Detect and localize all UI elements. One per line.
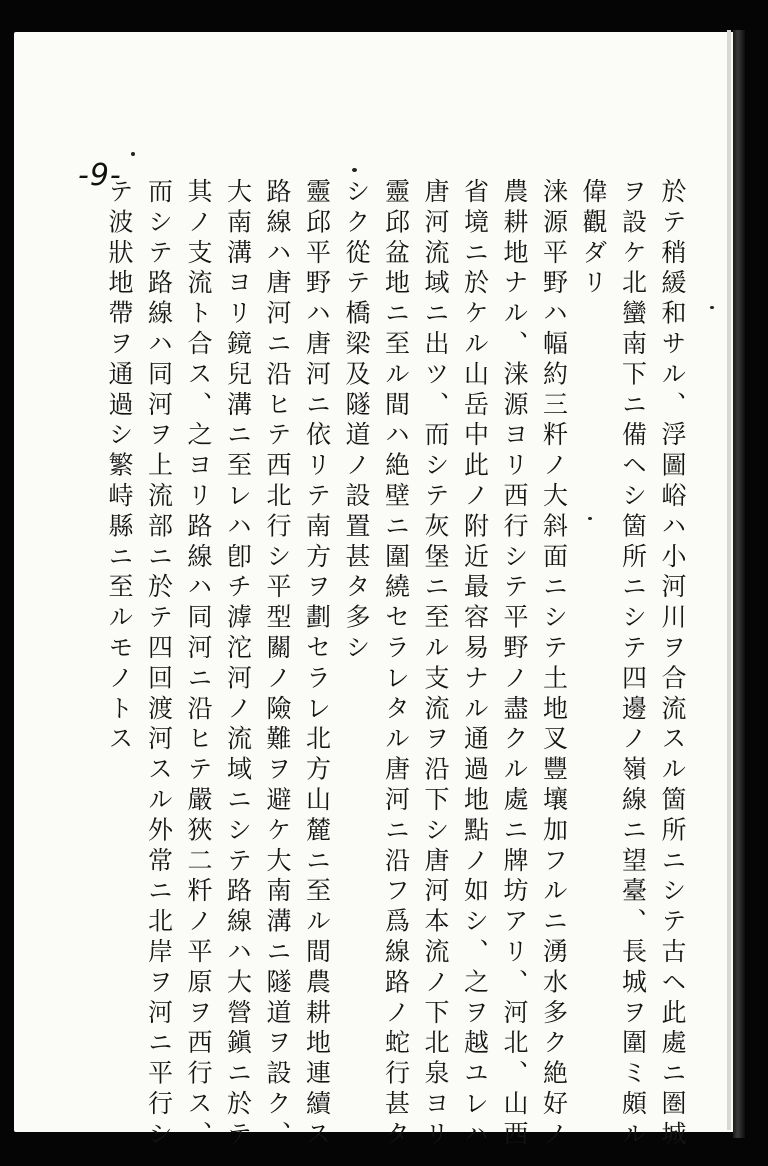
ink-speck	[131, 152, 135, 156]
ink-speck	[352, 168, 357, 172]
text-column: 靈邱盆地ニ至ル間ハ絶壁ニ圍繞セラレタル唐河ニ沿フ爲線路ノ蛇行甚タ	[381, 178, 411, 1151]
text-column: 大南溝ヨリ鏡兒溝ニ至レハ卽チ滹沱河ノ流域ニシテ路線ハ大營鎭ニ於テ	[223, 178, 253, 1151]
text-column: 省境ニ於ケル山岳中此ノ附近最容易ナル通過地點ノ如シ、之ヲ越ユレハ	[460, 178, 490, 1151]
text-column: 偉觀ダリ	[579, 178, 608, 300]
text-column: 而シテ路線ハ同河ヲ上流部ニ於テ四回渡河スル外常ニ北岸ヲ河ニ平行シ	[144, 178, 174, 1151]
text-column: 唐河流域ニ出ツ、而シテ灰堡ニ至ル支流ヲ沿下シ唐河本流ノ下北泉ヨリ	[421, 178, 450, 1151]
vertical-text-body	[100, 178, 693, 1151]
page-edge	[727, 30, 731, 1130]
ink-speck	[710, 306, 714, 309]
text-column: テ波狀地帶ヲ通過シ繁峙縣ニ至ルモノトス	[105, 178, 134, 756]
text-column: 農耕地ナル、涞源ヨリ西行シテ平野ノ盡クル處ニ牌坊アリ、河北、山西	[500, 178, 529, 1151]
text-column: ヲ設ケ北蠻南下ニ備ヘシ箇所ニシテ四邊ノ嶺線ニ望臺、長城ヲ圍ミ頗ル	[618, 178, 648, 1151]
text-column: 其ノ支流ト合ス、之ヨリ路線ハ同河ニ沿ヒテ嚴狹二粁ノ平原ヲ西行ス、	[184, 178, 213, 1151]
text-column: 靈邱平野ハ唐河ニ依リテ南方ヲ劃セラレ北方山麓ニ至ル間農耕地連續ス	[302, 178, 332, 1151]
book-spine-shadow	[733, 30, 745, 1138]
text-column: 於テ稍緩和サル、浮圖峪ハ小河川ヲ合流スル箇所ニシテ古ヘ此處ニ圏城	[658, 178, 687, 1151]
text-column: 路線ハ唐河ニ沿ヒテ西北行シ平型關ノ險難ヲ避ケ大南溝ニ隧道ヲ設ク、	[263, 178, 292, 1151]
page-number: -9-	[78, 158, 122, 193]
text-column: シク從テ橋梁及隧道ノ設置甚タ多シ	[342, 178, 371, 665]
text-column: 涞源平野ハ幅約三粁ノ大斜面ニシテ土地叉豐壤加フルニ湧水多ク絶好ノ	[539, 178, 569, 1151]
